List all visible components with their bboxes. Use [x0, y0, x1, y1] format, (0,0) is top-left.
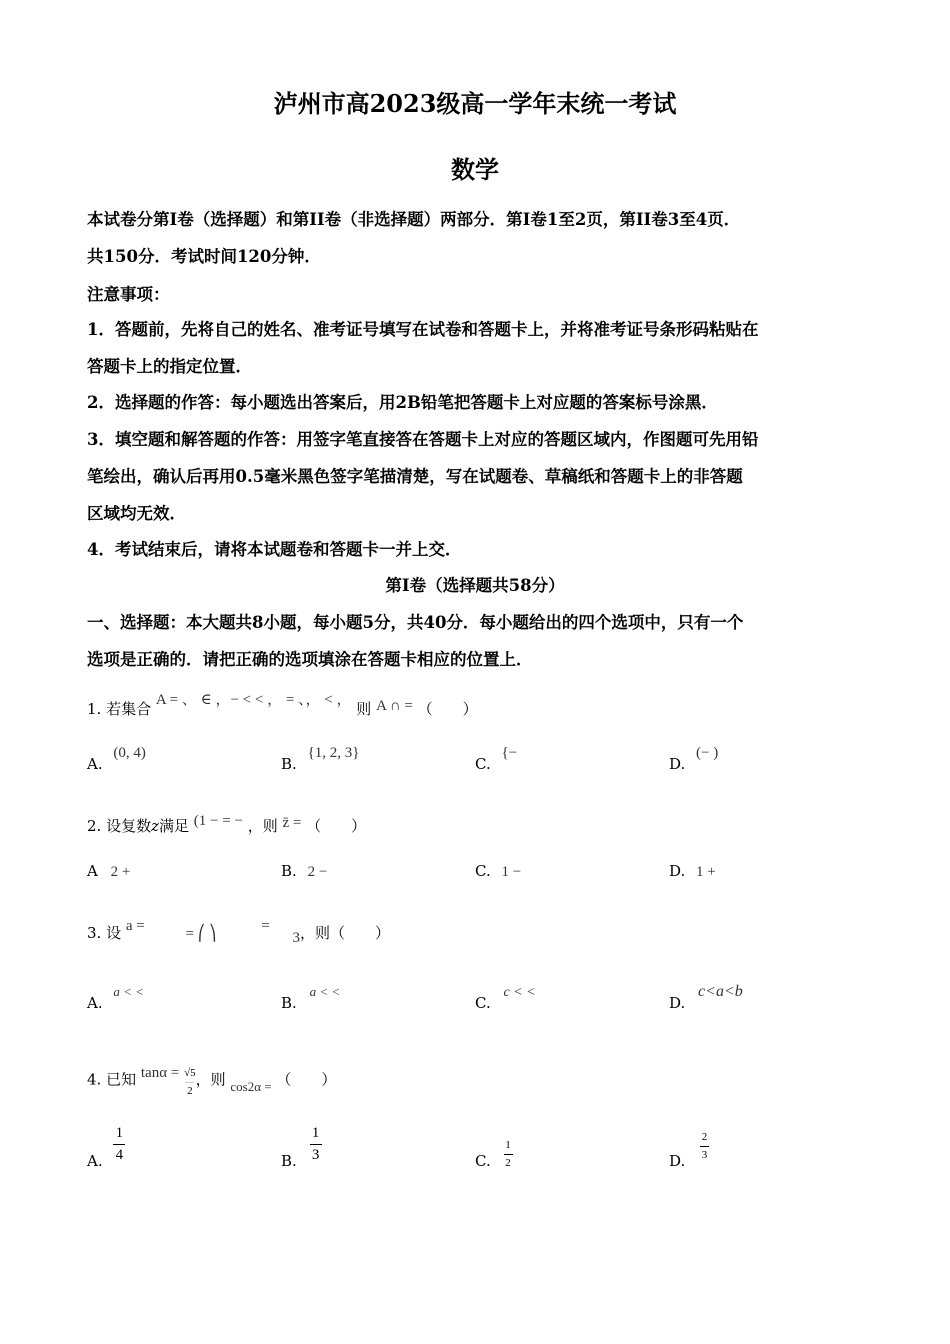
note-2: 2．选择题的作答：每小题选出答案后，用2B铅笔把答题卡上对应题的答案标号涂黑．: [87, 393, 718, 412]
q4-option-a-label: A.: [87, 1152, 103, 1170]
q3-then: ，则（ ）: [300, 924, 391, 942]
q4-option-c-num: 1: [505, 1139, 511, 1151]
q2-conjugate: z̄ =: [282, 815, 302, 831]
q1-option-b-value: {1, 2, 3}: [307, 745, 360, 761]
q3-b-def: = ⎛ ⎞: [185, 926, 217, 942]
q3-option-a-value: a < <: [113, 984, 144, 999]
q1-option-c-value: {−: [501, 745, 518, 761]
q4-option-b-fraction: [310, 1126, 322, 1163]
q1-answer-paren: （ ）: [417, 700, 478, 718]
q3-option-c[interactable]: [475, 982, 536, 1012]
q2-option-a[interactable]: [87, 862, 130, 881]
q4-option-d-label: D.: [669, 1152, 686, 1170]
note-1-line-1: 1．答题前，先将自己的姓名、准考证号填写在试卷和答题卡上，并将准考证号条形码粘贴在: [87, 320, 759, 339]
section-desc-line-2: 选项是正确的．请把正确的选项填涂在答题卡相应的位置上．: [87, 650, 533, 669]
note-3-line-2: 笔绘出，确认后再用0.5毫米黑色签字笔描清楚，写在试题卷、草稿纸和答题卡上的非答题: [87, 467, 743, 486]
q4-cos-expression: cos2α =: [230, 1078, 272, 1094]
q4-option-d-den: 3: [701, 1149, 708, 1161]
notes-heading: 注意事项：: [87, 285, 170, 304]
q4-option-c-label: C.: [475, 1152, 491, 1170]
q3-c-denominator: 3: [292, 930, 301, 946]
q1-option-c-label: C.: [475, 755, 491, 773]
q3-a-def: a =: [125, 918, 145, 934]
q2-option-a-label: A: [87, 862, 98, 880]
q4-tan-denominator: 2: [187, 1085, 193, 1097]
note-3-line-1: 3．填空题和解答题的作答：用签字笔直接答在答题卡上对应的答题区域内，作图题可先用铅: [87, 430, 759, 449]
q2-option-c-label: C.: [475, 862, 491, 880]
q2-option-b-label: B.: [281, 862, 297, 880]
q4-option-a-den: 4: [115, 1147, 124, 1163]
question-3: [87, 918, 391, 946]
q1-option-a[interactable]: [87, 743, 146, 773]
q4-option-b-label: B.: [281, 1152, 297, 1170]
q4-option-b[interactable]: [281, 1125, 322, 1170]
note-3-line-3: 区域均无效．: [87, 504, 186, 523]
q1-option-b[interactable]: [281, 743, 360, 773]
q4-option-a[interactable]: [87, 1125, 125, 1170]
question-2: [87, 815, 366, 836]
q1-intersection: A ∩ =: [376, 698, 413, 714]
q2-answer-paren: （ ）: [306, 817, 367, 835]
q1-option-d-value: (− ): [696, 745, 719, 761]
note-4: 4．考试结束后，请将本试题卷和答题卡一并上交．: [87, 540, 462, 559]
q1-stem: 1. 若集合: [87, 700, 152, 718]
q4-option-c[interactable]: [475, 1126, 513, 1170]
q4-tan-fraction: [184, 1068, 196, 1097]
q4-tan-numerator: √5: [184, 1067, 196, 1079]
q3-option-a[interactable]: [87, 982, 144, 1012]
q1-option-c[interactable]: [475, 743, 518, 773]
q1-option-d-label: D.: [669, 755, 686, 773]
section-desc-line-1: 一、选择题：本大题共8小题，每小题5分，共40分．每小题给出的四个选项中，只有一个: [87, 613, 744, 632]
q4-option-c-den: 2: [505, 1157, 511, 1169]
q3-option-b-value: a < <: [309, 984, 341, 999]
q4-stem: 4. 已知: [87, 1070, 137, 1089]
question-1: [87, 692, 478, 719]
q2-option-d-label: D.: [669, 862, 686, 880]
q1-then: 则: [356, 700, 372, 718]
question-4: [87, 1066, 336, 1095]
q2-option-c-value: 1 −: [501, 864, 522, 880]
q3-option-c-label: C.: [475, 994, 491, 1012]
q2-stem: 2. 设复数: [87, 817, 152, 835]
q3-option-d-label: D.: [669, 994, 686, 1012]
q2-option-d[interactable]: [669, 862, 716, 881]
q2-var: z: [151, 817, 159, 835]
q3-option-a-label: A.: [87, 994, 103, 1012]
q4-then: ，则: [195, 1070, 226, 1089]
note-1-line-2: 答题卡上的指定位置．: [87, 357, 252, 376]
q3-option-b[interactable]: [281, 982, 341, 1012]
q2-option-a-value: 2 +: [110, 864, 131, 880]
q1-option-d[interactable]: [669, 743, 719, 773]
q3-option-d-value: c<a<b: [698, 983, 743, 1000]
q4-option-d[interactable]: [669, 1126, 709, 1170]
q3-stem: 3. 设: [87, 924, 122, 942]
q2-then: ，则: [247, 817, 278, 835]
q1-option-a-label: A.: [87, 755, 103, 773]
intro-line-1: 本试卷分第I卷（选择题）和第II卷（非选择题）两部分．第I卷1至2页，第II卷3至4页．: [87, 210, 741, 229]
q4-option-c-fraction: [504, 1140, 513, 1169]
q1-option-b-label: B.: [281, 755, 297, 773]
q2-option-d-value: 1 +: [696, 864, 716, 880]
q2-option-b-value: 2 −: [307, 864, 328, 880]
intro-line-2: 共150分．考试时间120分钟．: [87, 247, 321, 266]
q4-answer-paren: （ ）: [276, 1070, 337, 1089]
subject-title: 数学: [451, 155, 499, 184]
q4-option-a-num: 1: [115, 1125, 124, 1141]
q2-stem-mid: 满足: [159, 817, 190, 835]
q3-option-b-label: B.: [281, 994, 297, 1012]
q2-option-b[interactable]: [281, 862, 327, 881]
q3-c-def: =: [261, 918, 270, 934]
q4-option-a-fraction: [113, 1126, 125, 1163]
q1-set-expression: A = 、 ∈ ，− < < ， = 、， < ，: [155, 692, 352, 708]
section-heading: 第I卷（选择题共58分）: [385, 576, 565, 595]
q4-tan-expression: tanα =: [140, 1064, 180, 1081]
q4-option-d-num: 2: [701, 1131, 708, 1143]
q3-option-d[interactable]: [669, 982, 743, 1012]
q4-option-b-den: 3: [311, 1147, 320, 1163]
q2-option-c[interactable]: [475, 862, 521, 881]
q3-option-c-value: c < <: [503, 985, 536, 1000]
q1-option-a-value: (0, 4): [113, 745, 146, 761]
q2-equation: (1 − = −: [193, 813, 243, 829]
q4-option-d-fraction: [700, 1132, 709, 1161]
exam-title: 泸州市高2023级高一学年末统一考试: [273, 89, 677, 118]
q4-option-b-num: 1: [311, 1125, 320, 1141]
